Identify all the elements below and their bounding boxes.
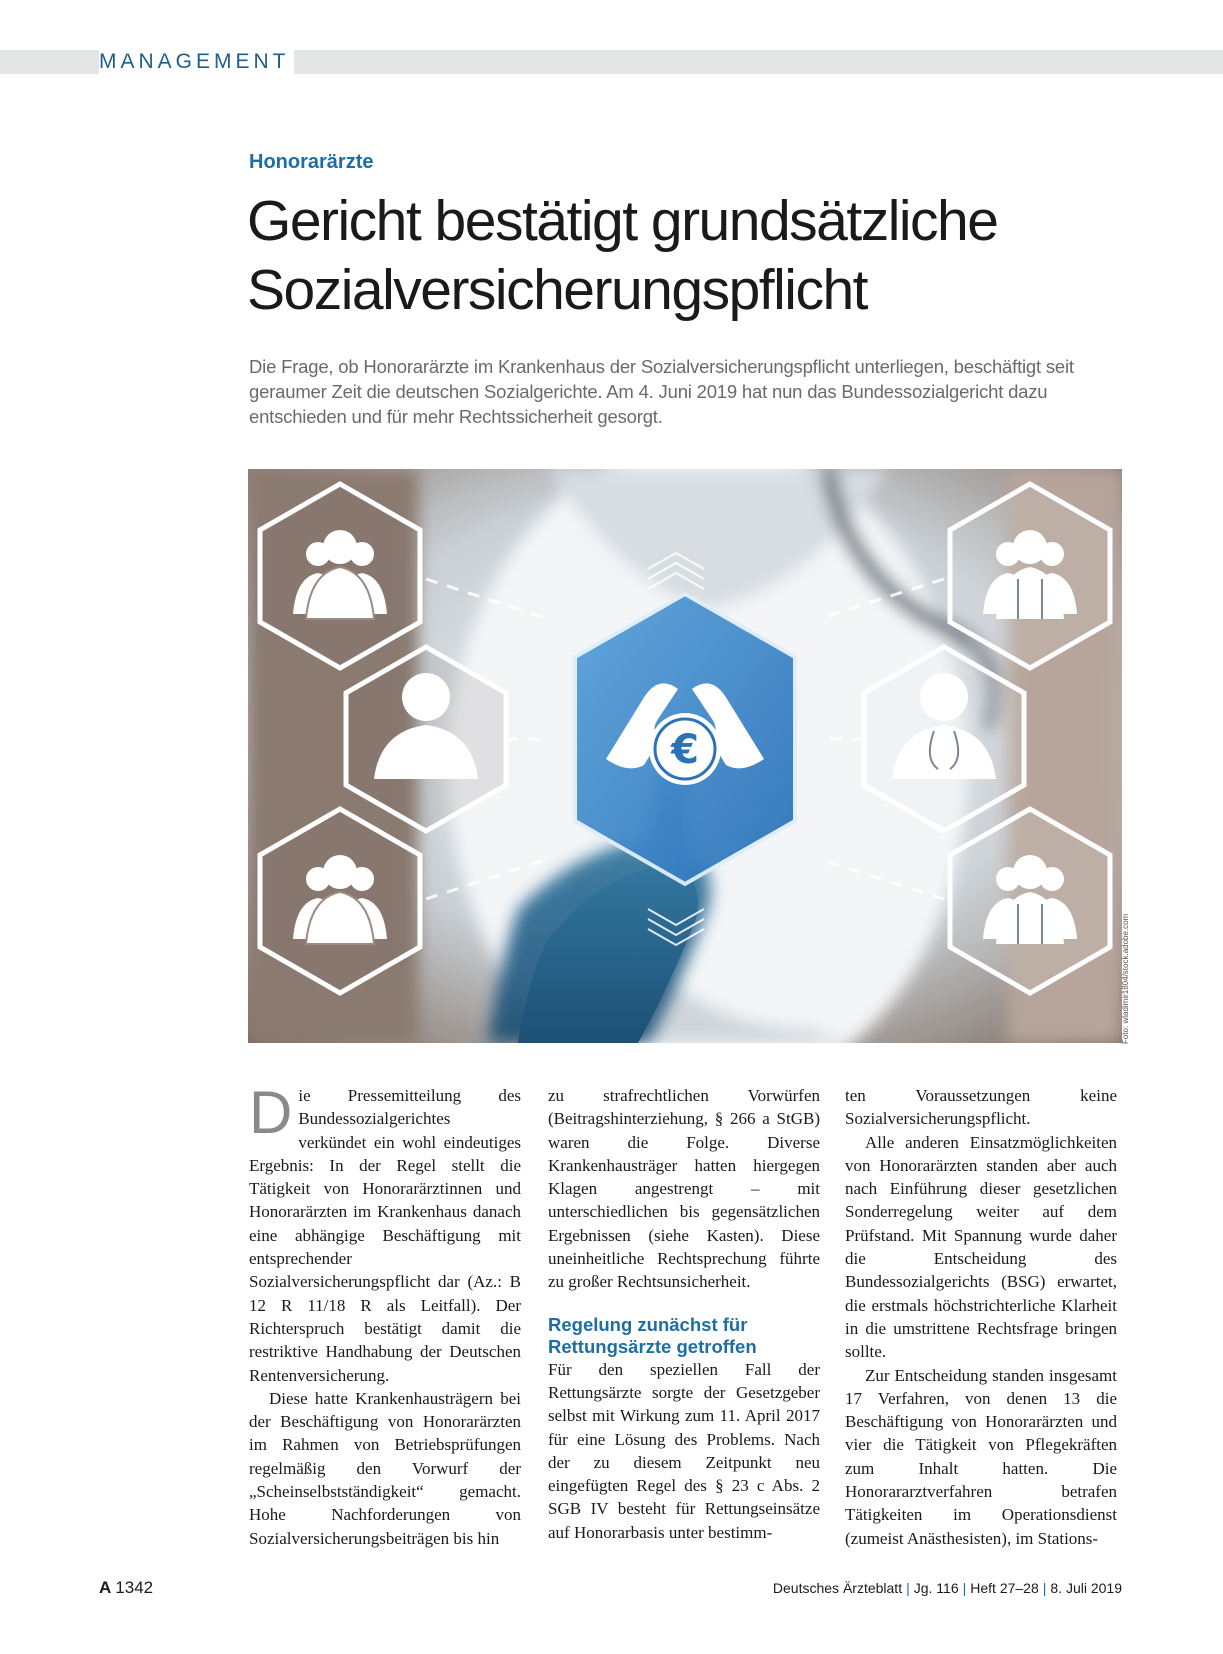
paragraph: Die Pressemitteilung des Bundessozialgerichtes verkündet ein wohl eindeutiges Ergebnis: In der Regel stellt die Tätigkeit von Honorarärztinnen und Honorarärzten im Krankenhaus danach eine abhängige Beschäftigung mit entsprechender Sozialversicherungspflicht dar (Az.: B 12 R 11/18 R als Leitfall). Der Richterspruch bestätigt damit die restriktive Handhabung der Deutschen Rentenversicherung.	[249, 1079, 521, 1385]
headline-line-2: Sozialversicherungspflicht	[247, 258, 867, 322]
section-label: MANAGEMENT	[99, 50, 294, 74]
article-lead: Die Frage, ob Honorarärzte im Krankenhaus der Sozialversicherungspflicht unterliegen, beschäftigt seit geraumer Zeit die deutschen Sozialgerichte. Am 4. Juni 2019 hat nun das Bundessozialgericht dazu entschieden und für mehr Rechtssicherheit gesorgt.	[249, 356, 1074, 427]
journal-volume: Jg. 116	[913, 1580, 959, 1596]
body-column-1	[249, 1079, 521, 1550]
journal-name: Deutsches Ärzteblatt	[772, 1580, 903, 1596]
drop-cap: D	[249, 1079, 293, 1146]
paragraph: Für den speziellen Fall der Rettungsärzte sorgte der Gesetzgeber selbst mit Wirkung zum 11. April 2017 für eine Lösung des Problems. Nach der zu diesem Zeitpunkt neu eingefügten Regel des § 23 c Abs. 2 SGB IV besteht für Rettungseinsätze auf Honorarbasis unter bestimm-	[548, 1359, 820, 1542]
journal-issue: Heft 27–28	[970, 1580, 1039, 1596]
headline-line-1: Gericht bestätigt grundsätzliche	[247, 189, 998, 253]
paragraph: Alle anderen Einsatzmöglichkeiten von Honorarärzten standen aber auch nach Einführung dieser gesetzlichen Sonderregelung weiter auf dem Prüfstand. Mit Spannung wurde daher die Entscheidung des Bundessozialgerichts (BSG) erwartet, die erstmals höchstrichterliche Klarheit in die umstrittene Rechtsfrage bringen sollte.	[845, 1132, 1117, 1362]
body-column-2	[548, 1084, 820, 1544]
article-kicker: Honorarärzte	[249, 151, 374, 173]
photo-credit: Foto: wladimir1804/stock.adobe.com	[1121, 913, 1130, 1044]
paragraph: Diese hatte Krankenhausträgern bei der Beschäftigung von Honorarärzten im Rahmen von Betriebsprüfungen regelmäßig den Vorwurf der „Scheinselbstständigkeit“ gemacht. Hohe Nachforderungen von Sozialversicherungsbeiträgen bis hin	[249, 1388, 521, 1548]
article-headline	[247, 187, 1147, 325]
paragraph: Zur Entscheidung standen insgesamt 17 Verfahren, von denen 13 die Beschäftigung von Honorarärzten und vier die Tätigkeit von Pflegekräften zum Inhalt hatten. Die Honorararztverfahren betrafen Tätigkeiten im Operationsdienst (zumeist Anästhesisten), im Stations-	[845, 1365, 1117, 1548]
svg-text:€: €	[671, 727, 699, 773]
journal-info: Deutsches Ärzteblatt | Jg. 116 | Heft 27–28 | 8. Juli 2019	[772, 1580, 1122, 1596]
body-column-3	[845, 1084, 1117, 1550]
paragraph: zu strafrechtlichen Vorwürfen (Beitragshinterziehung, § 266 a StGB) waren die Folge. Diverse Krankenhausträger hatten hiergegen Klagen angestrengt – mit unterschiedlichen bis gegensätzlichen Ergebnissen (siehe Kasten). Diese uneinheitliche Rechtsprechung führte zu großer Rechtsunsicherheit.	[548, 1086, 820, 1292]
article-photo	[248, 469, 1122, 1043]
journal-date: 8. Juli 2019	[1050, 1580, 1122, 1596]
page-number: A 1342	[99, 1578, 154, 1597]
subheading: Regelung zunächst für Rettungsärzte getroffen	[548, 1313, 757, 1357]
paragraph: ten Voraussetzungen keine Sozialversicherungspflicht.	[845, 1086, 1117, 1129]
